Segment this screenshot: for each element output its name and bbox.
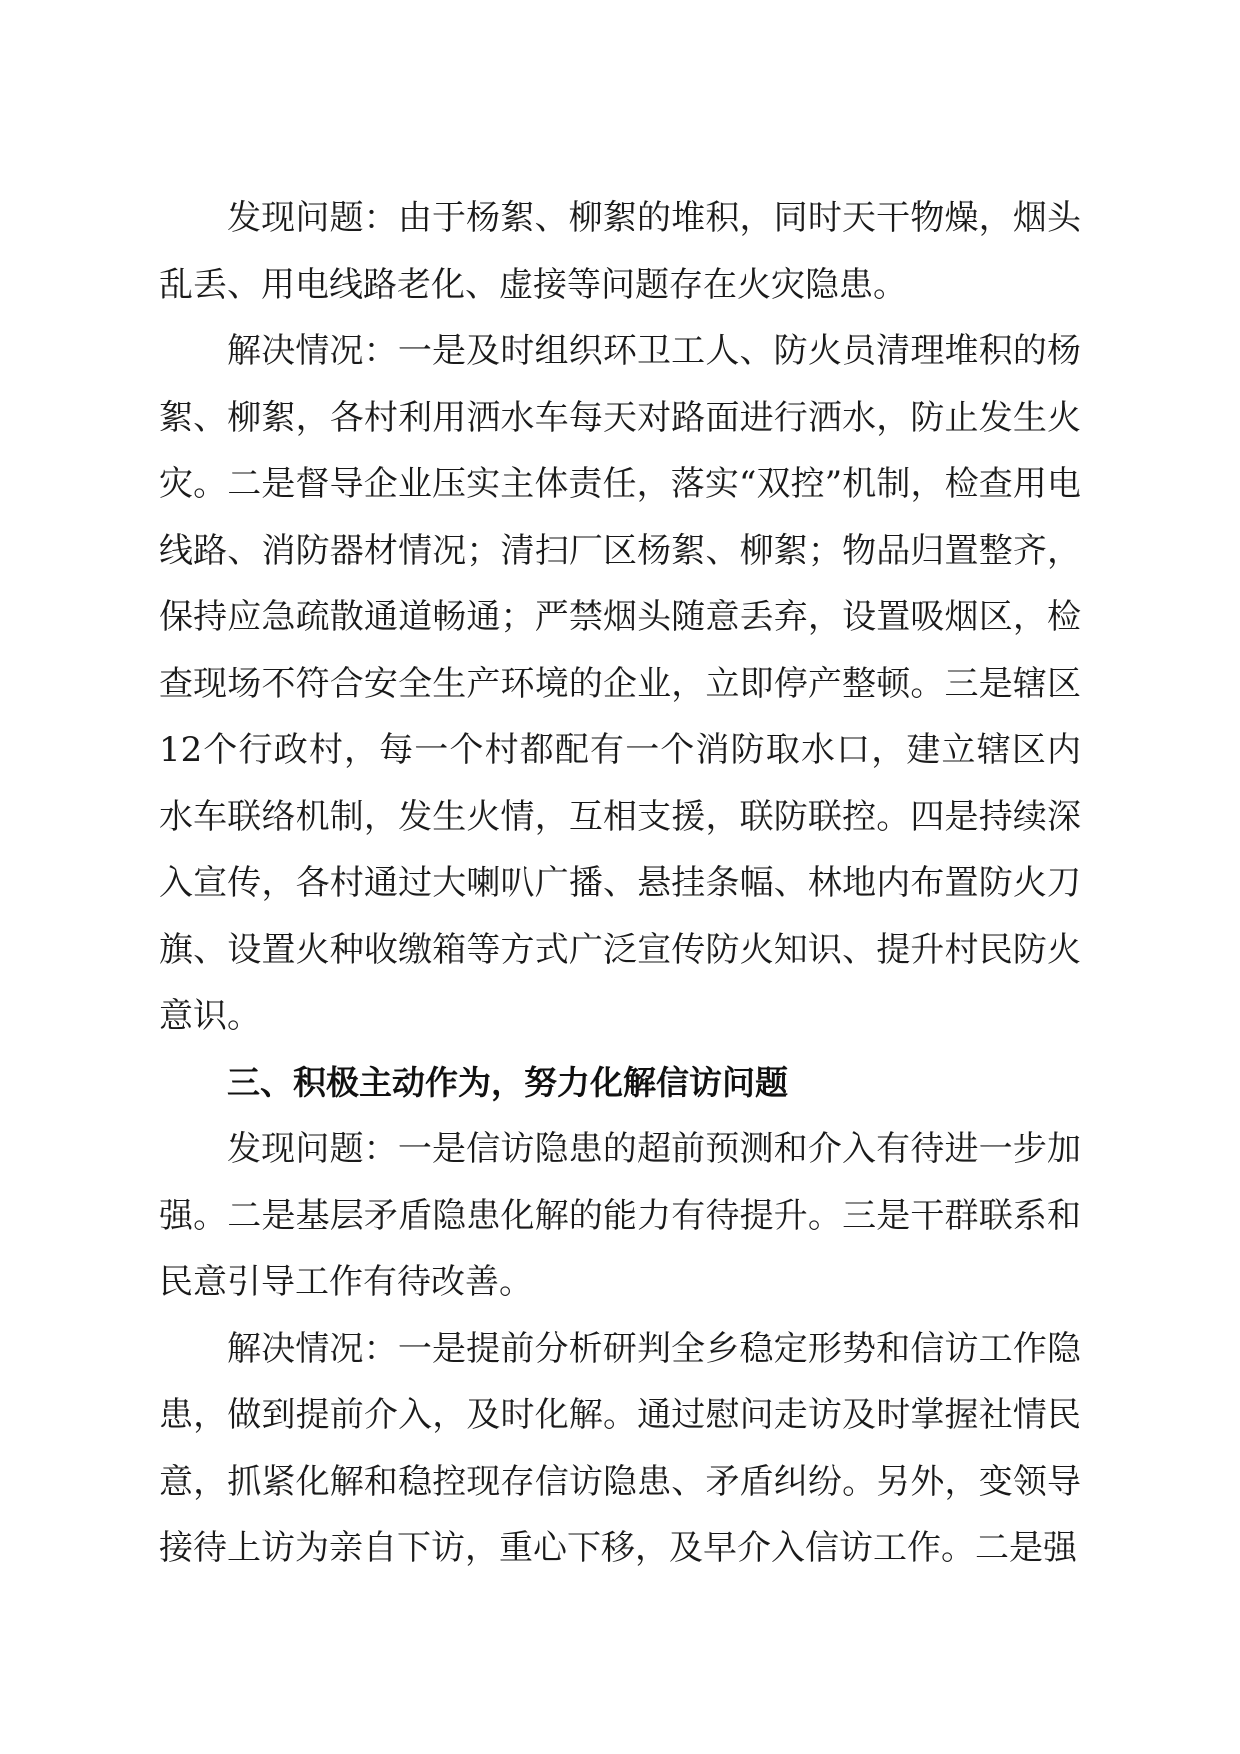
paragraph-solution-petition: 解决情况：一是提前分析研判全乡稳定形势和信访工作隐患，做到提前介入，及时化解。通过慰问走访及时掌握社情民意，抓紧化解和稳控现存信访隐患、矛盾纠纷。另外，变领导接待上访为亲自下访，重心下移，及早介入信访工作。二是强 xyxy=(159,1328,1081,1568)
paragraph-problem-petition: 发现问题：一是信访隐患的超前预测和介入有待进一步加强。二是基层矛盾隐患化解的能力有待提升。三是干群联系和民意引导工作有待改善。 xyxy=(159,1129,1081,1302)
document-body xyxy=(159,185,1081,1582)
paragraph-problem-fire: 发现问题：由于杨絮、柳絮的堆积，同时天干物燥，烟头乱丢、用电线路老化、虚接等问题存在火灾隐患。 xyxy=(159,198,1081,305)
section-heading-petition: 三、积极主动作为，努力化解信访问题 xyxy=(227,1062,788,1102)
paragraph-solution-fire: 解决情况：一是及时组织环卫工人、防火员清理堆积的杨絮、柳絮，各村利用洒水车每天对路面进行洒水，防止发生火灾。二是督导企业压实主体责任，落实“双控”机制，检查用电线路、消防器材情况；清扫厂区杨絮、柳絮；物品归置整齐，保持应急疏散通道畅通；严禁烟头随意丢弃，设置吸烟区，检查现场不符合安全生产环境的企业，立即停产整顿。三是辖区12个行政村，每一个村都配有一个消防取水口，建立辖区内水车联络机制，发生火情，互相支援，联防联控。四是持续深入宣传，各村通过大喇叭广播、悬挂条幅、林地内布置防火刀旗、设置火种收缴箱等方式广泛宣传防火知识、提升村民防火意识。 xyxy=(159,331,1081,1036)
